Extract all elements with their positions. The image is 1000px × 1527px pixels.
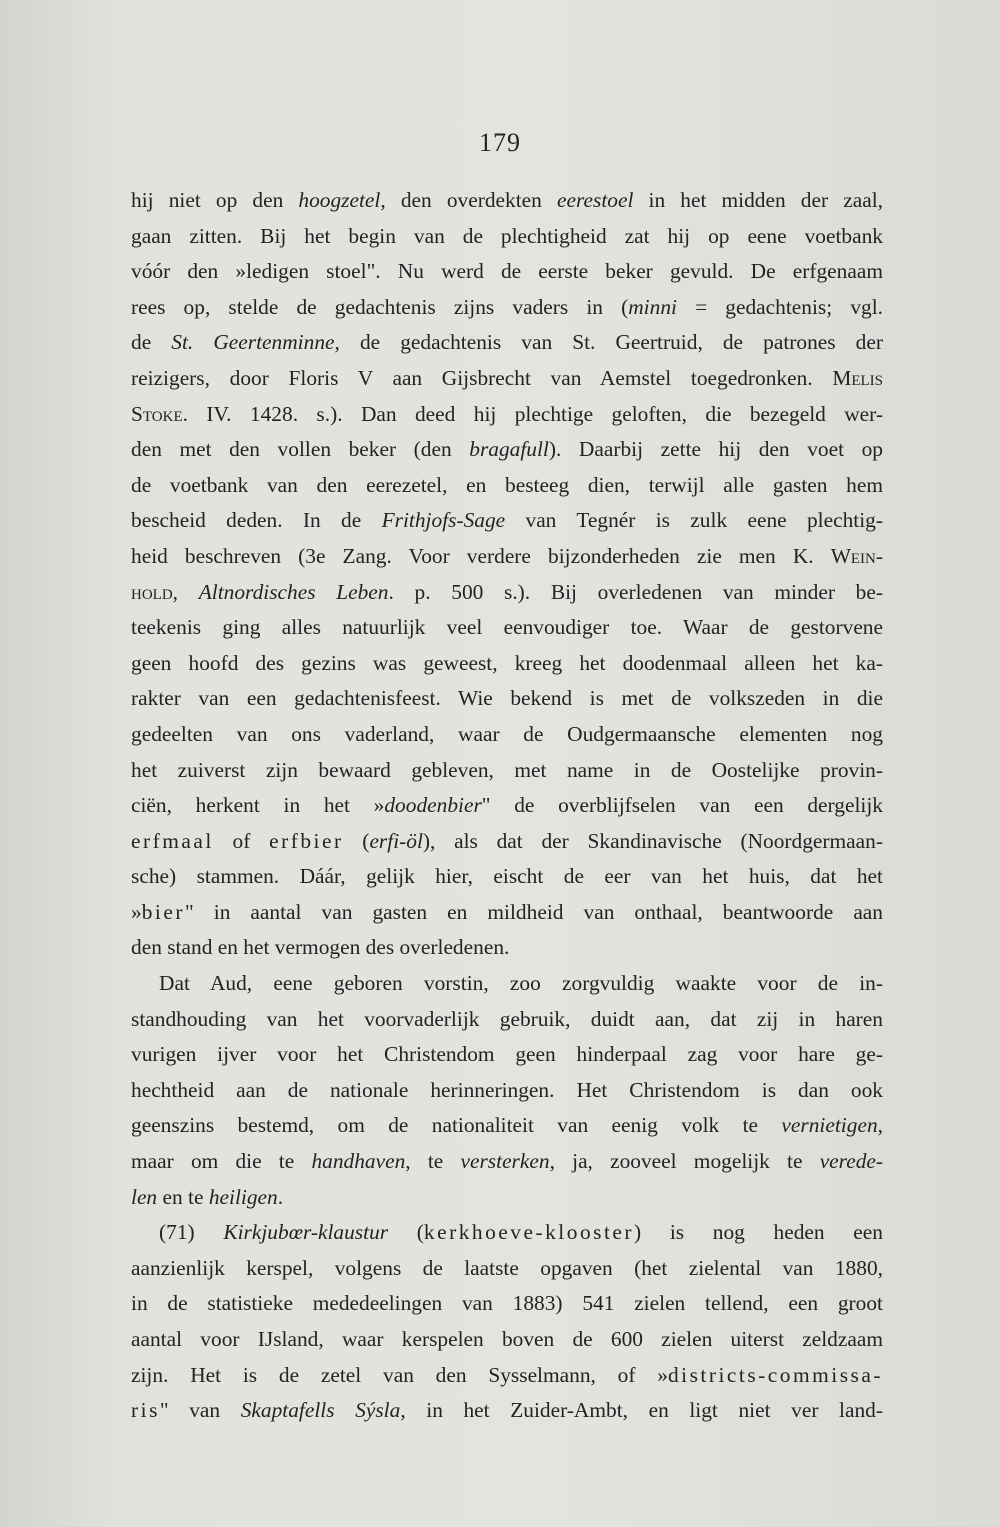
text-segment: standhouding van het voorvaderlijk gebruik, duidt aan, dat zij in haren <box>131 1006 883 1031</box>
text-segment: eerestoel <box>556 188 634 212</box>
text-segment: reizigers, door Floris V aan Gijsbrecht van Aemstel toegedronken. <box>131 365 833 390</box>
text-segment: doodenbier <box>384 793 482 818</box>
text-line <box>131 1144 883 1180</box>
text-segment: of <box>213 828 270 853</box>
text-segment: , te <box>405 1149 461 1174</box>
page-number: 179 <box>479 128 521 157</box>
text-line <box>131 1358 883 1394</box>
text-segment: vóór den »ledigen stoel". Nu werd de eerste beker gevuld. De erfgenaam <box>131 259 883 284</box>
text-line <box>131 397 883 433</box>
text-segment: verede- <box>819 1149 884 1174</box>
text-segment: gaan zitten. Bij het begin van de plechtigheid zat hij op eene voetbank <box>131 223 883 248</box>
text-line <box>131 646 883 682</box>
text-line <box>131 468 883 504</box>
text-line <box>131 1108 883 1144</box>
text-line <box>131 930 883 966</box>
text-segment: geenszins bestemd, om de nationaliteit van eenig volk te <box>131 1113 782 1138</box>
text-segment: zijn. Het is de zetel van den Sysselmann, of » <box>131 1362 668 1387</box>
text-segment: , den overdekten <box>380 188 557 212</box>
text-segment: Dat Aud, eene geboren vorstin, zoo zorgvuldig waakte voor de in- <box>159 971 883 996</box>
text-segment: " de overblijfselen van een dergelijk <box>481 793 883 818</box>
text-line <box>131 575 883 611</box>
text-segment: den stand en het vermogen des overledenen. <box>131 935 510 960</box>
text-segment: ( <box>343 828 370 853</box>
text-segment: aantal voor IJsland, waar kerspelen boven de 600 zielen uiterst zeldzaam <box>131 1327 883 1351</box>
text-line <box>131 361 883 397</box>
text-segment: heid beschreven (3e Zang. Voor verdere bijzonderheden zie men K. <box>131 543 831 568</box>
text-line <box>131 753 883 789</box>
text-segment: sche) stammen. Dáár, gelijk hier, eischt de eer van het huis, dat het <box>131 864 883 889</box>
text-segment: Skaptafells Sýsla <box>240 1398 401 1423</box>
text-segment: . <box>277 1184 284 1209</box>
text-line <box>131 610 883 646</box>
text-segment: (71) <box>159 1220 224 1245</box>
text-segment: St. Geertenminne <box>171 330 335 355</box>
text-line <box>131 717 883 753</box>
text-segment: ciën, herkent in het » <box>131 793 385 818</box>
text-segment: van Tegnér is zulk eene plechtig- <box>505 508 883 533</box>
text-segment: » <box>131 899 142 924</box>
text-line <box>131 539 883 575</box>
text-segment: in de statistieke mededeelingen van 1883) 541 zielen tellend, een groot <box>131 1291 883 1316</box>
text-segment: heiligen <box>208 1184 278 1209</box>
text-segment: , de gedachtenis van St. Geertruid, de patrones der <box>334 330 883 355</box>
text-segment: geen hoofd des gezins was geweest, kreeg het doodenmaal alleen het ka- <box>131 650 883 675</box>
text-segment: het zuiverst zijn bewaard gebleven, met name in de Oostelijke provin- <box>131 757 883 782</box>
text-segment: hij niet op den <box>131 188 299 212</box>
text-segment: rakter van een gedachtenisfeest. Wie bekend is met de volkszeden in die <box>131 686 883 711</box>
text-line <box>131 1180 883 1216</box>
text-segment: vernietigen <box>781 1113 878 1138</box>
text-segment: len <box>131 1184 158 1209</box>
text-line <box>131 219 883 255</box>
text-segment: hechtheid aan de nationale herinneringen. Het Christendom is dan ook <box>131 1077 883 1102</box>
text-line <box>131 254 883 290</box>
text-segment: de voetbank van den eerezetel, en besteeg dien, terwijl alle gasten hem <box>131 472 883 497</box>
text-segment: teekenis ging alles natuurlijk veel eenvoudiger toe. Waar de gestorvene <box>131 615 883 640</box>
text-line <box>131 788 883 824</box>
text-segment: versterken <box>460 1149 550 1174</box>
text-segment: " van <box>159 1398 241 1423</box>
text-line <box>131 503 883 539</box>
text-segment: aanzienlijk kerspel, volgens de laatste opgaven (het zielental van 1880, <box>131 1255 883 1280</box>
text-line <box>131 1286 883 1322</box>
text-segment: ) is nog heden een <box>634 1220 883 1245</box>
text-line <box>131 681 883 717</box>
text-segment: handhaven <box>311 1149 406 1174</box>
text-line <box>131 859 883 895</box>
text-segment: " in aantal van gasten en mildheid van onthaal, beantwoorde aan <box>184 899 883 924</box>
text-segment: erfi-öl <box>369 828 423 853</box>
text-segment: bragafull <box>469 437 549 462</box>
text-line <box>131 183 883 219</box>
text-segment: , <box>877 1113 883 1138</box>
text-segment: minni <box>628 294 677 319</box>
text-line <box>131 1251 883 1287</box>
text-segment: bescheid deden. In de <box>131 508 382 533</box>
text-segment: , ja, zooveel mogelijk te <box>549 1149 820 1174</box>
text-line <box>131 824 883 860</box>
body-text <box>131 183 883 1429</box>
text-segment: Altnordisches Leben <box>198 579 389 604</box>
text-line <box>131 432 883 468</box>
text-segment: maar om die te <box>131 1149 312 1174</box>
text-segment: = gedachtenis; vgl. <box>676 294 884 319</box>
text-segment: Kirkjubœr-klaustur <box>223 1220 389 1245</box>
text-segment: Melis <box>832 365 883 390</box>
text-segment: den met den vollen beker (den <box>131 437 470 462</box>
text-segment: . IV. 1428. s.). Dan deed hij plechtige geloften, die bezegeld wer- <box>182 401 883 426</box>
text-segment: erfbier <box>269 828 344 853</box>
text-line <box>131 1002 883 1038</box>
text-segment: gedeelten van ons vaderland, waar de Oudgermaansche elementen nog <box>131 721 883 746</box>
text-line <box>131 290 883 326</box>
text-segment: de <box>131 330 172 355</box>
text-segment: ). Daarbij zette hij den voet op <box>548 437 883 462</box>
text-line <box>131 1215 883 1251</box>
text-segment: hold <box>131 579 173 604</box>
text-line <box>131 1037 883 1073</box>
text-segment: , in het Zuider-Ambt, en ligt niet ver land- <box>400 1398 883 1423</box>
text-segment: Frithjofs-Sage <box>381 508 506 533</box>
text-segment: . p. 500 s.). Bij overledenen van minder be- <box>388 579 883 604</box>
text-segment: hoogzetel <box>298 188 381 212</box>
text-line <box>131 1073 883 1109</box>
text-segment: rees op, stelde de gedachtenis zijns vaders in ( <box>131 294 629 319</box>
text-line <box>131 325 883 361</box>
text-segment: en te <box>157 1184 209 1209</box>
text-line <box>131 1322 883 1358</box>
text-segment: districts-commissa- <box>667 1362 883 1387</box>
text-segment: Stoke <box>131 401 183 426</box>
text-segment: in het midden der zaal, <box>633 188 883 212</box>
text-segment: ), als dat der Skandinavische (Noordgermaan- <box>422 828 883 853</box>
text-segment: kerkhoeve-klooster <box>423 1220 635 1245</box>
text-line <box>131 966 883 1002</box>
text-line <box>131 895 883 931</box>
text-segment: ris <box>131 1398 160 1423</box>
text-segment: Wein- <box>830 543 883 568</box>
text-segment: , <box>172 579 199 604</box>
text-segment: bier <box>141 899 185 924</box>
text-line <box>131 1393 883 1429</box>
text-segment: erfmaal <box>131 828 214 853</box>
text-segment: vurigen ijver voor het Christendom geen hinderpaal zag voor hare ge- <box>131 1042 883 1067</box>
text-segment: ( <box>388 1220 424 1245</box>
